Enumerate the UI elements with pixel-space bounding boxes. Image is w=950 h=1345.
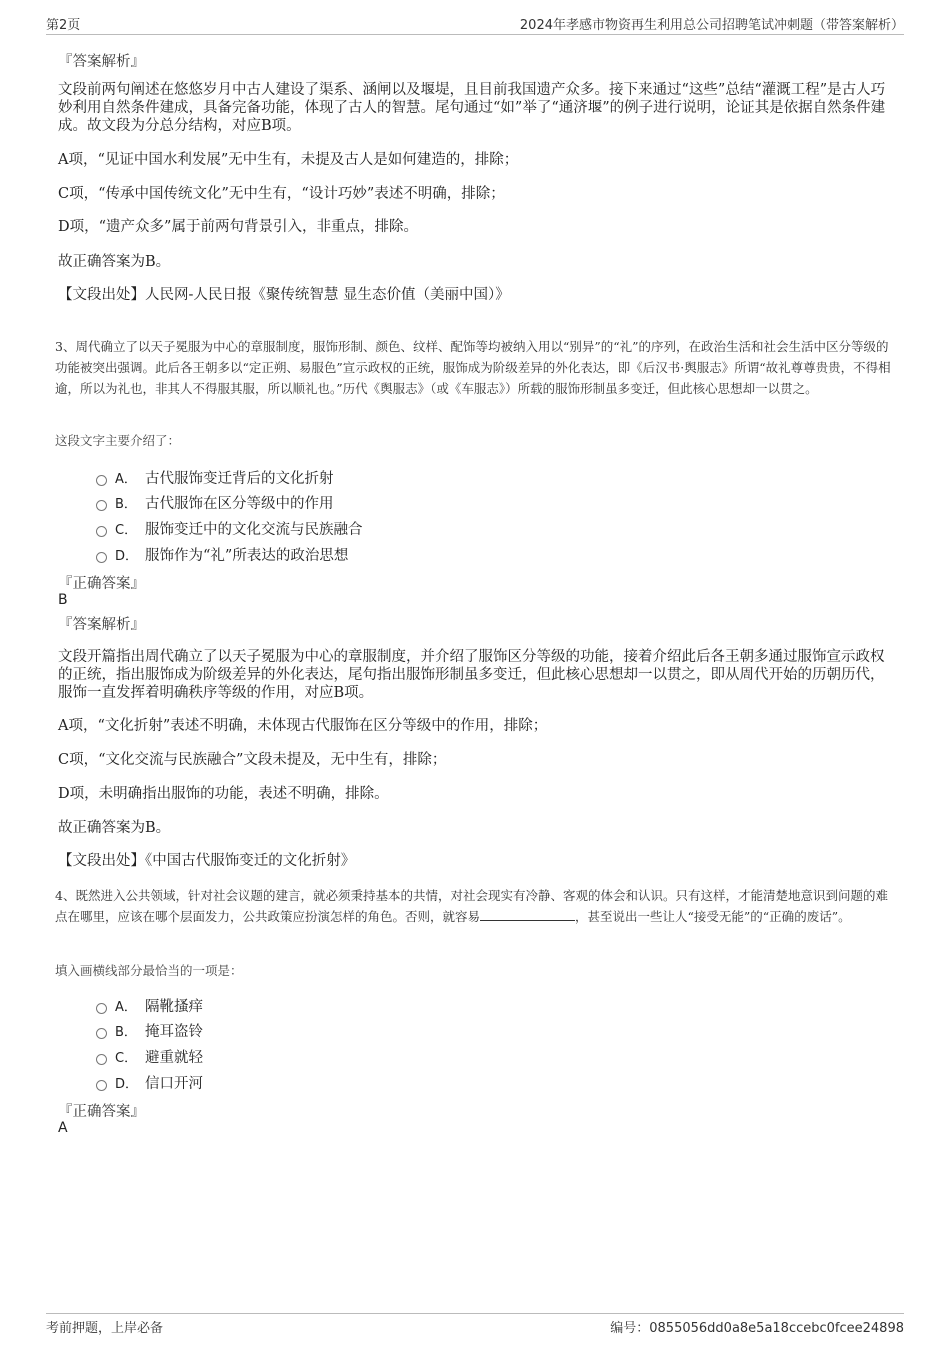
analysis-option-d: D项，“遗产众多”属于前两句背景引入，非重点，排除。	[58, 219, 418, 235]
radio-icon[interactable]	[96, 1028, 107, 1039]
option-text: 古代服饰在区分等级中的作用	[145, 495, 334, 512]
text-source: 【文段出处】人民网-人民日报《聚传统智慧 显生态价值（美丽中国）》	[58, 287, 510, 303]
radio-icon[interactable]	[96, 1054, 107, 1065]
option-text: 古代服饰变迁背后的文化折射	[145, 470, 334, 487]
radio-icon[interactable]	[96, 1003, 107, 1014]
radio-icon[interactable]	[96, 475, 107, 486]
document-code: 编号：0855056dd0a8e5a18ccebc0fcee24898	[610, 1321, 904, 1336]
radio-icon[interactable]	[96, 526, 107, 537]
option-d[interactable]	[96, 544, 348, 564]
option-key: C．	[115, 1050, 138, 1066]
question-4-prompt: 填入画横线部分最恰当的一项是：	[55, 963, 243, 978]
option-text: 隔靴搔痒	[145, 998, 203, 1015]
correct-answer-label: 『正确答案』	[58, 1104, 145, 1120]
option-text: 服饰作为“礼”所表达的政治思想	[145, 547, 349, 564]
question-4-text	[55, 885, 897, 927]
analysis-option-d: D项，未明确指出服饰的功能，表述不明确，排除。	[58, 786, 389, 802]
analysis-option-a: A项，“文化折射”表述不明确，未体现古代服饰在区分等级中的作用，排除；	[58, 718, 548, 734]
option-key: D．	[115, 1076, 139, 1092]
correct-answer: B	[58, 592, 68, 608]
option-text: 掩耳盗铃	[145, 1023, 203, 1040]
correct-answer-label: 『正确答案』	[58, 576, 145, 592]
correct-answer: A	[58, 1120, 68, 1136]
option-text: 信口开河	[145, 1075, 203, 1092]
option-b[interactable]	[96, 1020, 203, 1040]
option-a[interactable]	[96, 995, 203, 1015]
page-footer	[46, 1313, 904, 1336]
analysis-option-c: C项，“传承中国传统文化”无中生有，“设计巧妙”表述不明确，排除；	[58, 186, 505, 202]
option-c[interactable]	[96, 1046, 203, 1066]
analysis-conclusion: 故正确答案为B。	[58, 820, 171, 836]
radio-icon[interactable]	[96, 500, 107, 511]
option-key: B．	[115, 1024, 137, 1040]
document-title: 2024年孝感市物资再生利用总公司招聘笔试冲刺题（带答案解析）	[519, 18, 904, 33]
analysis-label: 『答案解析』	[58, 54, 145, 70]
page-number: 第2页	[46, 18, 81, 33]
analysis-option-a: A项，“见证中国水利发展”无中生有，未提及古人是如何建造的，排除；	[58, 152, 519, 168]
analysis-text: 文段开篇指出周代确立了以天子冕服为中心的章服制度，并介绍了服饰区分等级的功能，接着介绍此后各王朝多通过服饰宣示政权的正统，指出服饰成为阶级差异的外化表达，尾句指出服饰形制虽多变迁，但此核心思想却一以贯之，即从周代开始的历朝历代，服饰一直发挥着明确秩序等级的作用，对应B项。	[58, 649, 885, 701]
option-text: 服饰变迁中的文化交流与民族融合	[145, 521, 363, 538]
page-header	[46, 14, 904, 35]
analysis-conclusion: 故正确答案为B。	[58, 254, 171, 270]
option-text: 避重就轻	[145, 1049, 203, 1066]
radio-icon[interactable]	[96, 1080, 107, 1091]
option-key: A．	[115, 471, 137, 487]
question-3-prompt: 这段文字主要介绍了：	[55, 433, 181, 448]
analysis-option-c: C项，“文化交流与民族融合”文段未提及，无中生有，排除；	[58, 752, 447, 768]
analysis-text: 文段前两句阐述在悠悠岁月中古人建设了渠系、涵闸以及堰堤，且目前我国遗产众多。接下来通过“这些”总结“灌溉工程”是古人巧妙利用自然条件建成，具备完备功能，体现了古人的智慧。尾句通过“如”举了“通济堰”的例子进行说明，论证其是依据自然条件建成。故文段为分总分结构，对应B项。	[58, 82, 886, 134]
option-key: D．	[115, 548, 139, 564]
option-key: B．	[115, 496, 137, 512]
radio-icon[interactable]	[96, 552, 107, 563]
option-d[interactable]	[96, 1072, 203, 1092]
question-4-text-before: 4、既然进入公共领域，针对社会议题的建言，就必须秉持基本的共情，对社会现实有冷静、客观的体会和认识。只有这样，才能清楚地意识到问题的难点在哪里，应该在哪个层面发力，公共政策应扮演怎样的角色。否则，就容易	[55, 888, 888, 924]
fill-blank	[480, 908, 575, 921]
question-3-text: 3、周代确立了以天子冕服为中心的章服制度，服饰形制、颜色、纹样、配饰等均被纳入用以“别异”的“礼”的序列，在政治生活和社会生活中区分等级的功能被突出强调。此后各王朝多以“定正朔、易服色”宣示政权的正统，服饰成为阶级差异的外化表达，即《后汉书·舆服志》所谓“故礼尊尊贵贵，不得相逾，所以为礼也，非其人不得服其服，所以顺礼也。”历代《舆服志》（或《车服志》）所载的服饰形制虽多变迁，但此核心思想却一以贯之。	[55, 339, 891, 396]
option-key: C．	[115, 522, 138, 538]
footer-slogan: 考前押题，上岸必备	[46, 1321, 164, 1336]
text-source: 【文段出处】《中国古代服饰变迁的文化折射》	[58, 853, 356, 869]
analysis-label: 『答案解析』	[58, 617, 145, 633]
option-a[interactable]	[96, 467, 334, 487]
option-key: A．	[115, 999, 137, 1015]
question-4-text-after: ，甚至说出一些让人“接受无能”的“正确的废话”。	[575, 909, 851, 924]
option-c[interactable]	[96, 518, 363, 538]
option-b[interactable]	[96, 492, 334, 512]
